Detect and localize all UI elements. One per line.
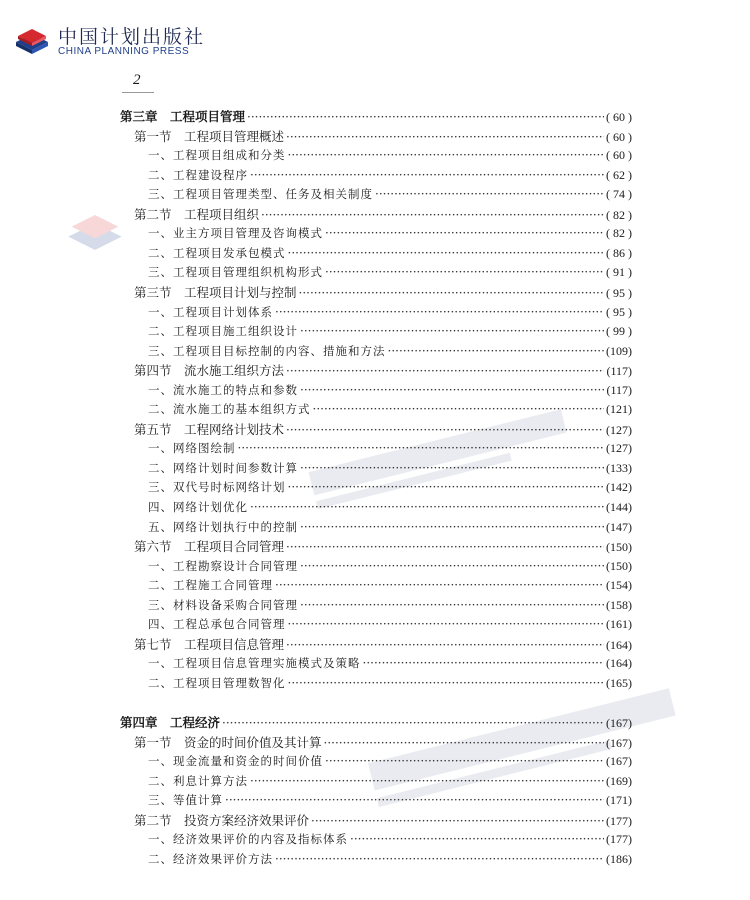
toc-item xyxy=(0,596,750,616)
toc-leader-dots xyxy=(250,498,604,518)
toc-page-number: (133) xyxy=(606,460,632,475)
toc-page-number: (167) xyxy=(606,754,632,769)
toc-leader-dots xyxy=(275,850,604,870)
toc-page-number: (165) xyxy=(606,675,632,690)
toc-page-number: (144) xyxy=(606,500,632,514)
toc-leader-dots xyxy=(275,303,604,323)
toc-label: 第三章 工程项目管理 xyxy=(120,109,246,124)
toc-item xyxy=(0,478,750,498)
toc-page-number: ( 60 ) xyxy=(606,110,632,124)
toc-label: 一、工程项目计划体系 xyxy=(148,304,273,319)
toc-entry[interactable] xyxy=(148,381,632,401)
toc-label: 三、等值计算 xyxy=(148,793,223,808)
toc-entry[interactable] xyxy=(148,303,632,323)
toc-page-number: ( 95 ) xyxy=(606,304,632,319)
toc-entry[interactable] xyxy=(148,478,632,498)
toc-chapter xyxy=(0,713,750,733)
toc-label: 二、工程项目施工组织设计 xyxy=(148,324,298,339)
toc-leader-dots xyxy=(288,244,605,264)
toc-entry[interactable] xyxy=(148,674,632,694)
toc-entry[interactable] xyxy=(148,185,632,205)
toc-entry[interactable] xyxy=(134,205,632,226)
toc-label: 一、网络图绘制 xyxy=(148,441,236,456)
toc-item xyxy=(0,850,750,870)
toc-page-number: (177) xyxy=(606,832,632,847)
toc-label: 第二节 工程项目组织 xyxy=(134,206,260,222)
toc-section xyxy=(0,733,750,753)
toc-leader-dots xyxy=(300,557,604,577)
toc-page-number: (158) xyxy=(606,597,632,612)
toc-leader-dots xyxy=(313,400,605,420)
toc-item xyxy=(0,752,750,772)
toc-label: 第六节 工程项目合同管理 xyxy=(134,539,285,555)
toc-page-number: ( 60 ) xyxy=(606,129,632,144)
toc-page-number: ( 60 ) xyxy=(606,148,632,163)
toc-page-number: (177) xyxy=(606,813,632,828)
toc-entry[interactable] xyxy=(148,224,632,244)
toc-section xyxy=(0,127,750,147)
toc-leader-dots xyxy=(325,263,604,283)
toc-item xyxy=(0,498,750,518)
toc-leader-dots xyxy=(300,381,604,401)
toc-entry[interactable] xyxy=(148,439,632,459)
toc-leader-dots xyxy=(288,478,605,498)
toc-leader-dots xyxy=(286,362,604,382)
toc-section xyxy=(0,361,750,381)
toc-leader-dots xyxy=(363,654,605,674)
toc-entry[interactable] xyxy=(134,283,632,304)
toc-page-number: (167) xyxy=(606,735,632,750)
toc-page-number: ( 62 ) xyxy=(606,167,632,182)
toc-label: 三、工程项目管理类型、任务及相关制度 xyxy=(148,187,373,202)
toc-page-number: (169) xyxy=(606,773,632,788)
publisher-name-cn: 中国计划出版社 xyxy=(58,26,206,48)
toc-entry[interactable] xyxy=(148,772,632,792)
toc-label: 三、工程项目目标控制的内容、措施和方法 xyxy=(148,343,386,358)
toc-leader-dots xyxy=(238,439,605,459)
toc-page-number: (121) xyxy=(606,402,632,417)
toc-entry[interactable] xyxy=(148,498,632,518)
toc-label: 第二节 投资方案经济效果评价 xyxy=(134,812,310,828)
toc-label: 二、流水施工的基本组织方式 xyxy=(148,402,311,417)
toc-leader-dots xyxy=(288,674,605,694)
toc-leader-dots xyxy=(300,518,604,538)
toc-label: 一、流水施工的特点和参数 xyxy=(148,382,298,397)
toc-label: 第一节 工程项目管理概述 xyxy=(134,128,285,144)
toc-entry[interactable] xyxy=(148,615,632,635)
toc-item xyxy=(0,439,750,459)
toc-item xyxy=(0,166,750,186)
toc-entry[interactable] xyxy=(148,850,632,870)
toc-label: 二、工程施工合同管理 xyxy=(148,578,273,593)
toc-entry[interactable] xyxy=(134,361,632,382)
toc-section xyxy=(0,205,750,225)
toc-leader-dots xyxy=(286,421,604,441)
toc-entry[interactable] xyxy=(148,557,632,577)
toc-label: 一、经济效果评价的内容及指标体系 xyxy=(148,832,348,847)
toc-page-number: (127) xyxy=(606,422,632,437)
toc-page-number: ( 86 ) xyxy=(606,245,632,260)
toc-page-number: (127) xyxy=(606,441,632,456)
toc-section xyxy=(0,283,750,303)
toc-page-number: (150) xyxy=(606,540,632,555)
toc-item xyxy=(0,772,750,792)
toc-page-number: (154) xyxy=(606,578,632,593)
toc-leader-dots xyxy=(286,538,604,558)
toc-label: 四、工程总承包合同管理 xyxy=(148,617,286,632)
toc-page-number: (167) xyxy=(606,716,632,731)
toc-item xyxy=(0,244,750,264)
toc-label: 第一节 资金的时间价值及其计算 xyxy=(134,734,322,750)
toc-entry[interactable] xyxy=(120,107,632,128)
toc-entry[interactable] xyxy=(148,166,632,186)
toc-label: 第四章 工程经济 xyxy=(120,715,221,731)
toc-label: 二、利息计算方法 xyxy=(148,773,248,788)
toc-leader-dots xyxy=(222,714,604,734)
toc-label: 第五节 工程网络计划技术 xyxy=(134,421,285,437)
toc-item xyxy=(0,400,750,420)
toc-leader-dots xyxy=(350,830,604,850)
toc-entry[interactable] xyxy=(134,635,632,656)
publisher-name-en: CHINA PLANNING PRESS xyxy=(58,46,190,57)
toc-label: 二、网络计划时间参数计算 xyxy=(148,460,298,475)
toc-item xyxy=(0,654,750,674)
toc-item xyxy=(0,830,750,850)
toc-item xyxy=(0,674,750,694)
toc-entry[interactable] xyxy=(148,342,632,362)
toc-leader-dots xyxy=(275,576,604,596)
toc-item xyxy=(0,185,750,205)
toc-page-number: (142) xyxy=(606,480,632,495)
toc-leader-dots xyxy=(286,128,604,148)
toc-label: 三、材料设备采购合同管理 xyxy=(148,597,298,612)
toc-label: 第四节 流水施工组织方法 xyxy=(134,363,285,379)
toc-label: 一、业主方项目管理及咨询模式 xyxy=(148,226,323,241)
toc-leader-dots xyxy=(325,752,604,772)
toc-entry[interactable] xyxy=(134,811,632,832)
toc-page-number: (147) xyxy=(606,519,632,534)
toc-leader-dots xyxy=(286,636,604,656)
toc-leader-dots xyxy=(299,284,604,304)
toc-item xyxy=(0,263,750,283)
toc-leader-dots xyxy=(300,459,604,479)
toc-leader-dots xyxy=(225,791,604,811)
toc-item xyxy=(0,615,750,635)
toc-leader-dots xyxy=(375,185,604,205)
toc-leader-dots xyxy=(311,812,604,832)
page-number: 2 xyxy=(133,72,141,88)
toc-entry[interactable] xyxy=(120,713,632,734)
toc-label: 一、工程项目信息管理实施模式及策略 xyxy=(148,656,361,671)
toc-leader-dots xyxy=(250,166,604,186)
toc-leader-dots xyxy=(325,224,604,244)
toc-entry[interactable] xyxy=(134,733,632,754)
toc-page-number: ( 91 ) xyxy=(606,265,632,280)
toc-item xyxy=(0,576,750,596)
toc-entry[interactable] xyxy=(148,322,632,342)
toc-entry[interactable] xyxy=(134,420,632,441)
toc-page-number: ( 74 ) xyxy=(606,187,632,202)
toc-label: 三、工程项目管理组织机构形式 xyxy=(148,265,323,280)
toc-leader-dots xyxy=(300,322,604,342)
toc-leader-dots xyxy=(388,342,605,362)
toc-chapter xyxy=(0,107,750,127)
toc-entry[interactable] xyxy=(134,537,632,558)
toc-label: 一、工程项目组成和分类 xyxy=(148,148,286,163)
toc-entry[interactable] xyxy=(134,127,632,148)
toc-page-number: (164) xyxy=(606,637,632,652)
toc-entry[interactable] xyxy=(148,244,632,264)
toc-section xyxy=(0,537,750,557)
toc-leader-dots xyxy=(324,734,604,754)
toc-page-number: (161) xyxy=(606,617,632,632)
toc-entry[interactable] xyxy=(148,791,632,811)
toc-label: 二、工程项目发承包模式 xyxy=(148,245,286,260)
toc-label: 二、工程建设程序 xyxy=(148,167,248,182)
toc-item xyxy=(0,791,750,811)
toc-label: 第三节 工程项目计划与控制 xyxy=(134,284,297,300)
toc-label: 五、网络计划执行中的控制 xyxy=(148,519,298,534)
toc-leader-dots xyxy=(250,772,604,792)
toc-section xyxy=(0,811,750,831)
toc-section xyxy=(0,635,750,655)
toc-leader-dots xyxy=(288,615,605,635)
toc-page-number: ( 82 ) xyxy=(606,226,632,241)
toc-entry[interactable] xyxy=(148,830,632,850)
toc-entry[interactable] xyxy=(148,263,632,283)
toc-page-number: (117) xyxy=(606,364,632,379)
toc-item xyxy=(0,381,750,401)
toc-page-number: (186) xyxy=(606,851,632,866)
toc-entry[interactable] xyxy=(148,752,632,772)
toc-item xyxy=(0,146,750,166)
toc-entry[interactable] xyxy=(148,518,632,538)
toc-label: 二、经济效果评价方法 xyxy=(148,851,273,866)
toc-section xyxy=(0,420,750,440)
toc-item xyxy=(0,224,750,244)
toc-label: 三、双代号时标网络计划 xyxy=(148,480,286,495)
toc-entry[interactable] xyxy=(148,400,632,420)
toc-page-number: (117) xyxy=(606,382,632,397)
toc-item xyxy=(0,518,750,538)
toc-entry[interactable] xyxy=(148,459,632,479)
toc-label: 一、现金流量和资金的时间价值 xyxy=(148,754,323,769)
toc-item xyxy=(0,557,750,577)
toc-label: 第七节 工程项目信息管理 xyxy=(134,636,285,652)
toc-page-number: (150) xyxy=(606,558,632,573)
toc-page-number: ( 95 ) xyxy=(606,285,632,300)
toc-page-number: (109) xyxy=(606,343,632,358)
toc-label: 四、网络计划优化 xyxy=(148,500,248,514)
toc-item xyxy=(0,322,750,342)
toc-item xyxy=(0,303,750,323)
toc-label: 一、工程勘察设计合同管理 xyxy=(148,558,298,573)
toc-leader-dots xyxy=(261,206,604,226)
toc-page-number: (171) xyxy=(606,793,632,808)
toc-page-number: (164) xyxy=(606,656,632,671)
toc-entry[interactable] xyxy=(148,654,632,674)
toc-leader-dots xyxy=(288,146,605,166)
toc-leader-dots xyxy=(300,596,604,616)
toc-leader-dots xyxy=(247,108,604,128)
toc-item xyxy=(0,342,750,362)
toc-entry[interactable] xyxy=(148,576,632,596)
toc-page-number: ( 82 ) xyxy=(606,207,632,222)
toc-entry[interactable] xyxy=(148,596,632,616)
toc-item xyxy=(0,459,750,479)
toc-label: 二、工程项目管理数智化 xyxy=(148,675,286,690)
toc-entry[interactable] xyxy=(148,146,632,166)
toc-page-number: ( 99 ) xyxy=(606,324,632,339)
